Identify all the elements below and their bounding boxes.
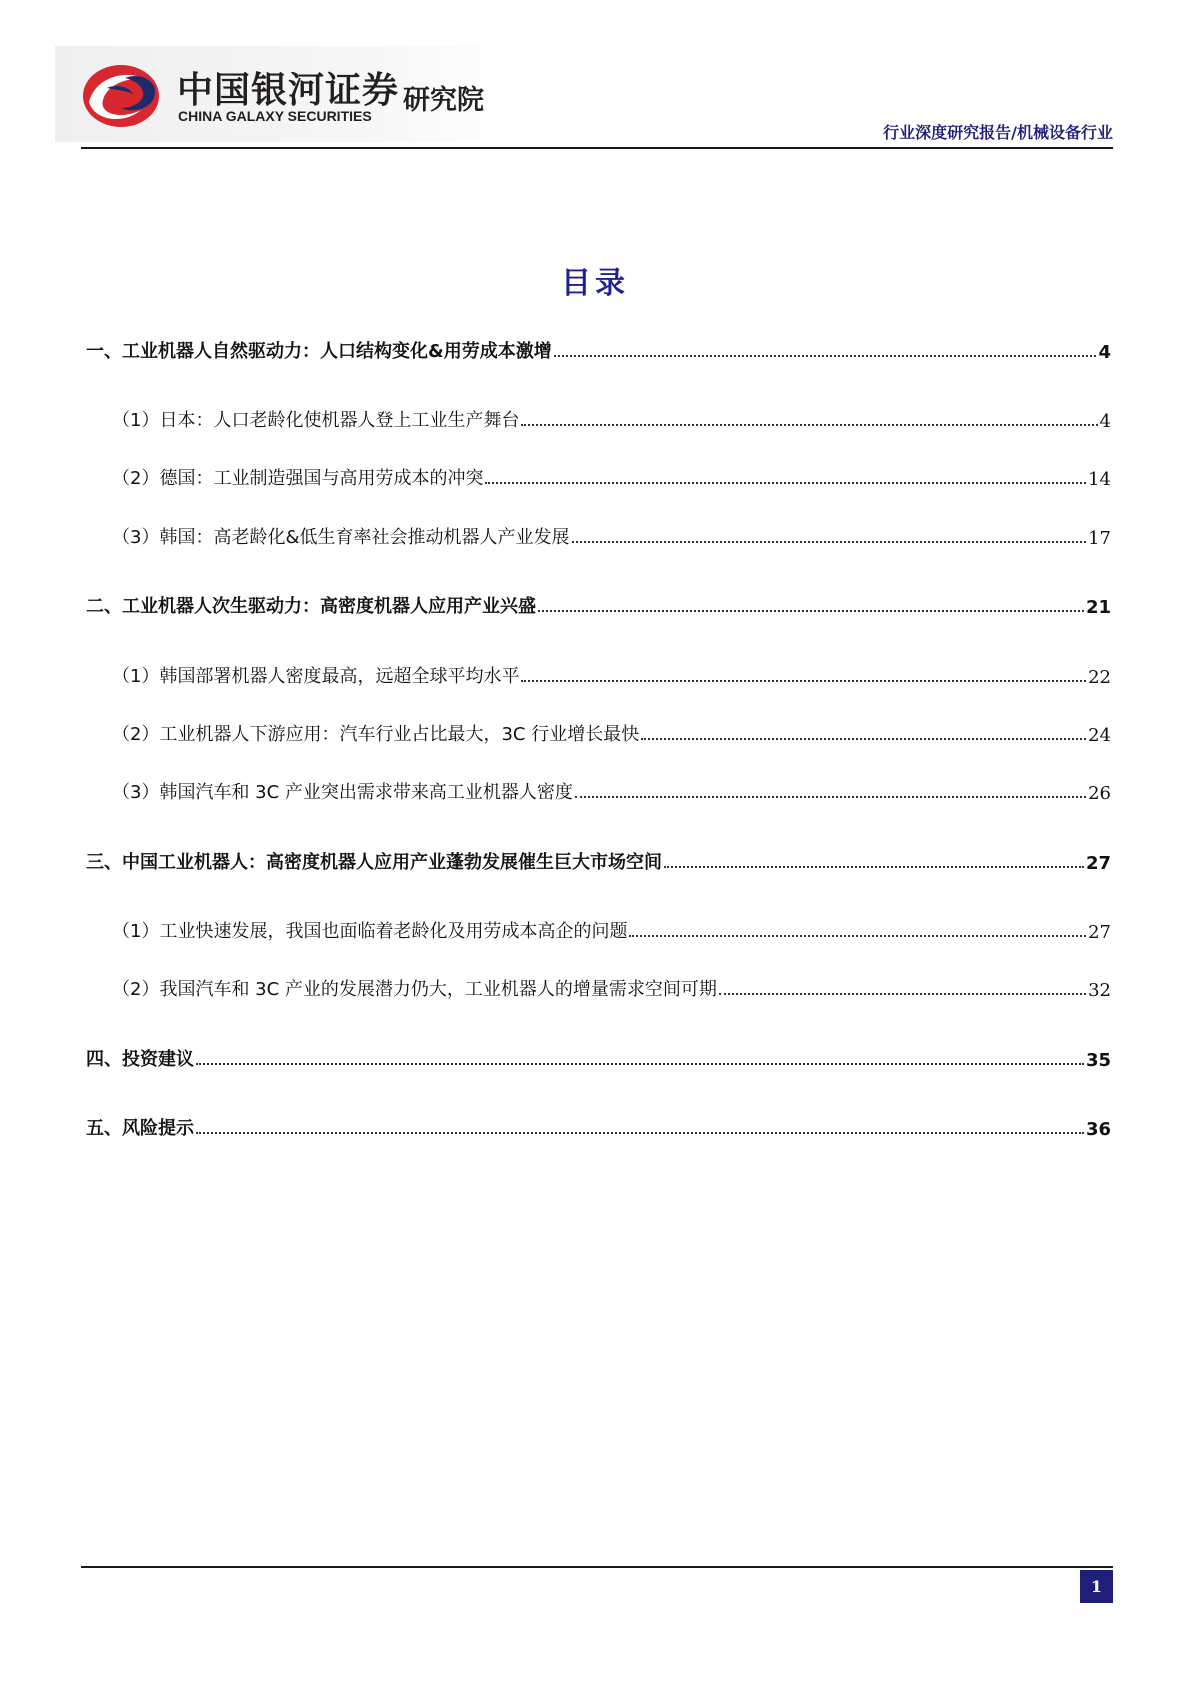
toc-entry-page: 36	[1085, 1119, 1111, 1140]
toc-entry-text: （2）我国汽车和 3C 产业的发展潜力仍大，工业机器人的增量需求空间可期	[112, 979, 717, 1000]
toc-entry-page: 24	[1088, 725, 1111, 746]
toc-entry[interactable]	[86, 776, 1111, 804]
toc-leader	[554, 354, 1097, 357]
toc-entry[interactable]	[86, 846, 1111, 874]
toc-entry[interactable]	[86, 915, 1111, 943]
toc-entry-page: 27	[1085, 853, 1111, 874]
toc-entry[interactable]	[86, 404, 1111, 432]
header-divider	[81, 147, 1113, 149]
toc-leader	[641, 737, 1086, 740]
toc-entry-page: 22	[1088, 667, 1111, 688]
toc-entry-text: 三、中国工业机器人：高密度机器人应用产业蓬勃发展催生巨大市场空间	[86, 852, 662, 873]
toc-entry-page: 32	[1088, 980, 1111, 1001]
toc-entry-text: （2）德国：工业制造强国与高用劳成本的冲突	[112, 468, 484, 489]
toc-entry[interactable]	[86, 462, 1111, 490]
toc-entry[interactable]	[86, 335, 1111, 363]
toc-entry-page: 17	[1088, 528, 1111, 549]
toc-entry[interactable]	[86, 590, 1111, 618]
toc-entry-text: （1）工业快速发展，我国也面临着老龄化及用劳成本高企的问题	[112, 921, 628, 942]
page-number: 1	[1080, 1570, 1113, 1603]
toc-title: 目录	[561, 266, 629, 301]
toc-leader	[664, 865, 1084, 868]
toc-entry[interactable]	[86, 521, 1111, 549]
toc-leader	[538, 609, 1084, 612]
logo-institute: 研究院	[403, 85, 484, 116]
toc-leader	[575, 795, 1086, 798]
toc-entry-text: 四、投资建议	[86, 1049, 194, 1070]
toc-entry[interactable]	[86, 973, 1111, 1001]
toc-entry[interactable]	[86, 1112, 1111, 1140]
toc-leader	[485, 481, 1086, 484]
toc-leader	[196, 1062, 1084, 1065]
toc-entry[interactable]	[86, 1043, 1111, 1071]
toc-entry-text: （1）日本：人口老龄化使机器人登上工业生产舞台	[112, 410, 520, 431]
toc-leader	[196, 1131, 1084, 1134]
galaxy-logo-icon	[81, 58, 161, 130]
toc-entry-page: 35	[1085, 1050, 1111, 1071]
toc-entry-text: 一、工业机器人自然驱动力：人口结构变化&用劳成本激增	[86, 341, 552, 362]
toc-entry-page: 14	[1088, 469, 1111, 490]
toc-leader	[572, 540, 1087, 543]
toc-entry-text: 二、工业机器人次生驱动力：高密度机器人应用产业兴盛	[86, 596, 536, 617]
toc-entry-text: （1）韩国部署机器人密度最高，远超全球平均水平	[112, 666, 520, 687]
toc-leader	[629, 934, 1086, 937]
toc-entry-page: 4	[1098, 342, 1111, 363]
toc-leader	[521, 679, 1086, 682]
toc-entry[interactable]	[86, 718, 1111, 746]
toc-entry[interactable]	[86, 660, 1111, 688]
toc-entry-text: （3）韩国汽车和 3C 产业突出需求带来高工业机器人密度	[112, 782, 573, 803]
toc-leader	[521, 423, 1097, 426]
report-type: 行业深度研究报告/机械设备行业	[883, 123, 1113, 142]
footer-divider	[81, 1566, 1113, 1568]
toc-entry-text: （3）韩国：高老龄化&低生育率社会推动机器人产业发展	[112, 527, 570, 548]
toc-entry-page: 27	[1088, 922, 1111, 943]
toc-leader	[719, 992, 1086, 995]
toc-entry-text: （2）工业机器人下游应用：汽车行业占比最大，3C 行业增长最快	[112, 724, 640, 745]
logo-english-name: CHINA GALAXY SECURITIES	[178, 108, 372, 124]
toc-entry-text: 五、风险提示	[86, 1118, 194, 1139]
toc-entry-page: 26	[1088, 783, 1111, 804]
company-logo	[55, 46, 517, 142]
logo-chinese-name: 中国银河证券	[177, 70, 400, 111]
page-header	[0, 0, 1190, 150]
toc-entry-page: 21	[1085, 597, 1111, 618]
toc-entry-page: 4	[1099, 411, 1111, 432]
